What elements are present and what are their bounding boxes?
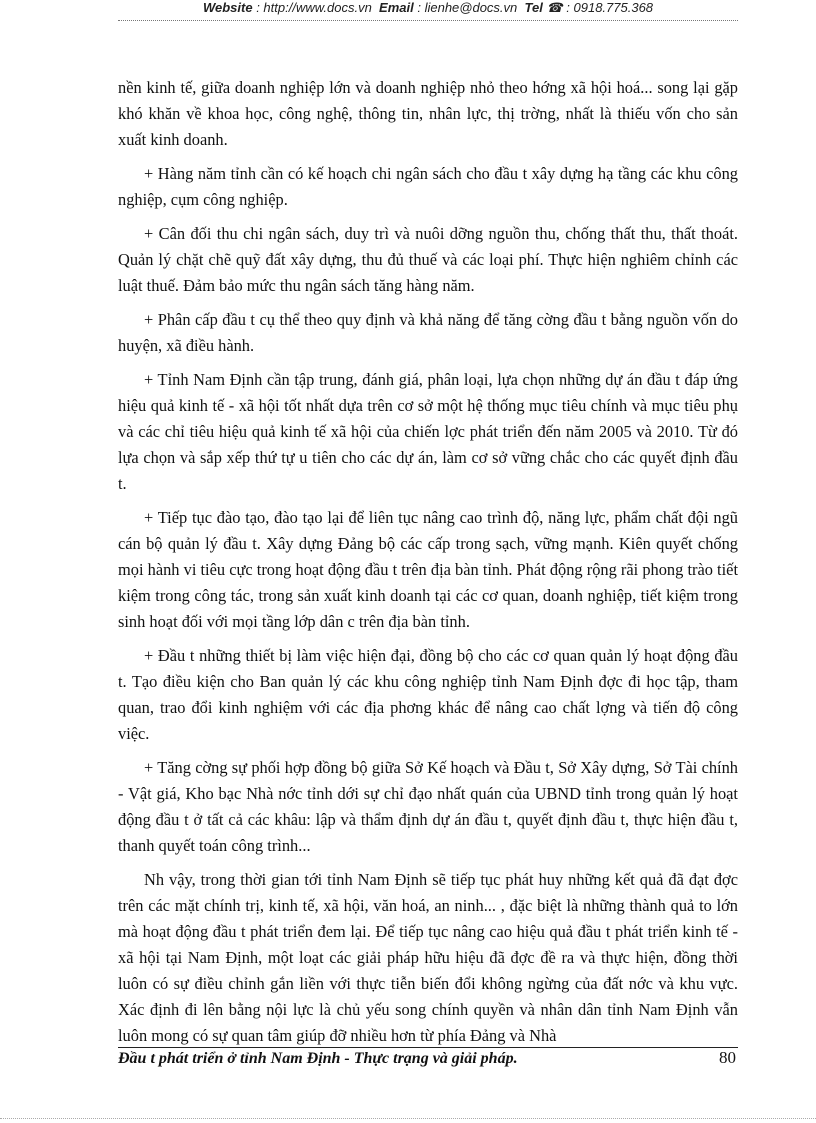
footer-title: Đầu t phát triển ở tỉnh Nam Định - Thực trạng và giải pháp. [118, 1050, 518, 1067]
phone-icon: ☎ [546, 0, 563, 15]
paragraph: + Cân đối thu chi ngân sách, duy trì và nuôi dỡng nguồn thu, chống thất thu, thất thoát. Quản lý chặt chẽ quỹ đất xây dựng, thu đủ thuế và các loại phí. Thực hiện nghiêm chỉnh các luật thuế. Đảm bảo mức thu ngân sách tăng hàng năm. [118, 224, 738, 295]
email-label: Email [379, 0, 414, 15]
paragraph: + Hàng năm tỉnh cần có kế hoạch chi ngân sách cho đầu t xây dựng hạ tầng các khu công nghiệp, cụm công nghiệp. [118, 164, 738, 209]
paragraph: nền kinh tế, giữa doanh nghiệp lớn và doanh nghiệp nhỏ theo hớng xã hội hoá... song lại gặp khó khăn về khoa học, công nghệ, thông tin, nhân lực, thị trờng, nhất là thiếu vốn cho sản xuất kinh doanh. [118, 78, 738, 149]
page-header [118, 0, 738, 21]
website-value: : http://www.docs.vn [256, 0, 372, 15]
paragraph: + Tăng cờng sự phối hợp đồng bộ giữa Sở Kế hoạch và Đầu t, Sở Xây dựng, Sở Tài chính - Vật giá, Kho bạc Nhà nớc tỉnh dới sự chỉ đạo nhất quán của UBND tỉnh trong quản lý hoạt động đầu t ở tất cả các khâu: lập và thẩm định dự án đầu t, quyết định đầu t, thực hiện đầu t, thanh quyết toán công trình... [118, 758, 738, 855]
tel-value: : 0918.775.368 [566, 0, 654, 15]
paragraph: + Đầu t những thiết bị làm việc hiện đại, đồng bộ cho các cơ quan quản lý hoạt động đầu t. Tạo điều kiện cho Ban quản lý các khu công nghiệp tỉnh Nam Định đợc đi học tập, tham quan, trao đổi kinh nghiệm với các địa phơng khác để nâng cao chất lợng và tiến độ công việc. [118, 646, 738, 743]
document-body [118, 75, 738, 1057]
paragraph: + Tỉnh Nam Định cần tập trung, đánh giá, phân loại, lựa chọn những dự án đầu t đáp ứng hiệu quả kinh tế - xã hội tốt nhất dựa trên cơ sở một hệ thống mục tiêu chính và mục tiêu phụ và các chỉ tiêu hiệu quả kinh tế xã hội của chiến lợc phát triển đến năm 2005 và 2010. Từ đó lựa chọn và sắp xếp thứ tự u tiên cho các dự án, làm cơ sở vững chắc cho các quyết định đầu t. [118, 370, 738, 493]
paragraph: Nh vậy, trong thời gian tới tỉnh Nam Định sẽ tiếp tục phát huy những kết quả đã đạt đợc trên các mặt chính trị, kinh tế, xã hội, văn hoá, an ninh... , đặc biệt là những thành quả to lớn mà hoạt động đầu t phát triển đem lại. Để tiếp tục nâng cao hiệu quả đầu t phát triển kinh tế - xã hội tại Nam Định, một loạt các giải pháp hữu hiệu đã đợc đề ra và thực hiện, đồng thời luôn có sự điều chỉnh gắn liền với thực tiễn biến đổi không ngừng của đất nớc và khu vực. Xác định đi lên bằng nội lực là chủ yếu song chính quyền và nhân dân tỉnh Nam Định vẫn luôn mong có sự quan tâm giúp đỡ nhiều hơn từ phía Đảng và Nhà [118, 870, 738, 1045]
header-contact-line [118, 0, 738, 16]
email-value: : lienhe@docs.vn [417, 0, 518, 15]
bottom-divider [0, 1118, 816, 1119]
website-label: Website [202, 0, 253, 15]
paragraph: + Phân cấp đầu t cụ thể theo quy định và khả năng để tăng cờng đầu t bằng nguồn vốn do huyện, xã điều hành. [118, 310, 738, 355]
paragraph: + Tiếp tục đào tạo, đào tạo lại để liên tục nâng cao trình độ, năng lực, phẩm chất đội ngũ cán bộ quản lý đầu t. Xây dựng Đảng bộ các cấp trong sạch, vững mạnh. Kiên quyết chống mọi hành vi tiêu cực trong hoạt động đầu t trên địa bàn tỉnh. Phát động rộng rãi phong trào tiết kiệm trong công tác, trong sản xuất kinh doanh tại các cơ quan, doanh nghiệp, tiết kiệm trong sinh hoạt đối với mọi tầng lớp dân c trên địa bàn tỉnh. [118, 508, 738, 631]
page-number: 80 [719, 1048, 736, 1067]
page-footer [118, 1047, 738, 1076]
tel-label: Tel [524, 0, 543, 15]
